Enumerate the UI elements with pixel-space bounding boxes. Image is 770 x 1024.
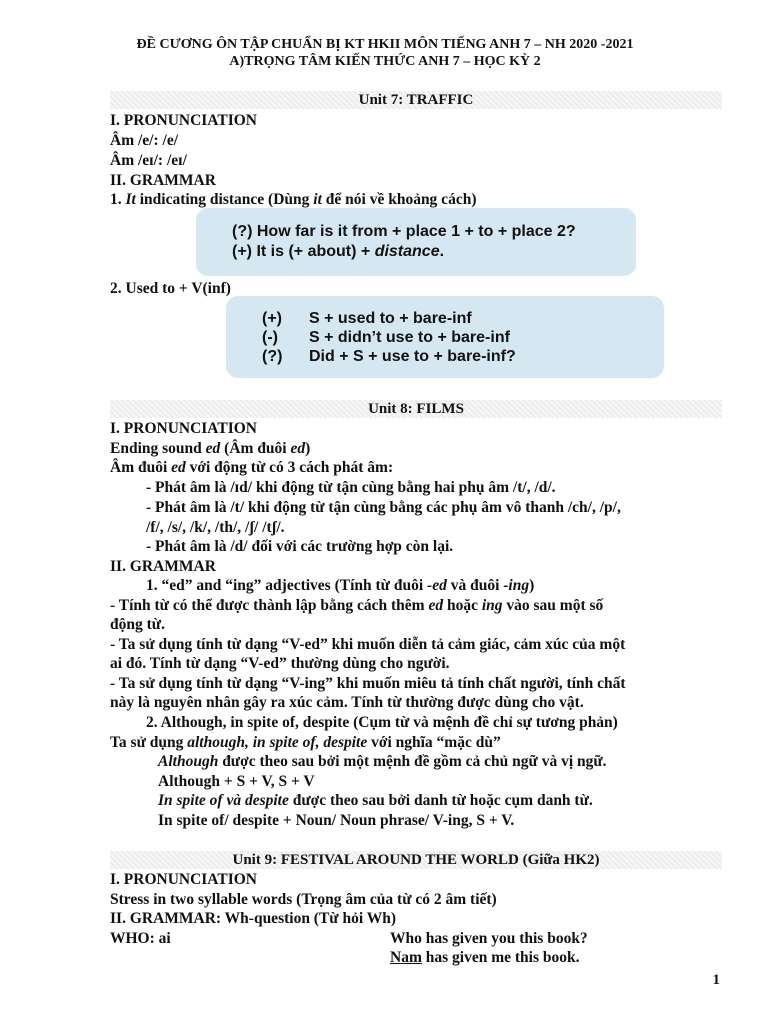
used-to-formula-box: [226, 296, 664, 378]
u8-grammar-item-1: 1. “ed” and “ing” adjectives (Tính từ đuôi -ed và đuôi -ing): [146, 577, 535, 594]
u7-sound-e: Âm /e/: /e/: [110, 132, 179, 149]
u8-ending-sound: Ending sound ed (Âm đuôi ed): [110, 440, 311, 457]
u8-ed-intro: Âm đuôi ed với động từ có 3 cách phát âm:: [110, 459, 394, 476]
unit-8-heading: Unit 8: FILMS: [110, 400, 722, 418]
u9-stress-line: Stress in two syllable words (Trọng âm của từ có 2 âm tiết): [110, 891, 497, 908]
u8-ving-line1: - Ta sử dụng tính từ dạng “V-ing” khi muốn miêu tả tính chất người, tính chất: [110, 675, 626, 692]
u9-pronunciation-heading: I. PRONUNCIATION: [110, 871, 257, 888]
u8-grammar-item-2: 2. Although, in spite of, despite (Cụm từ và mệnh đề chỉ sự tương phản): [146, 714, 618, 731]
u8-ving-line2: này là nguyên nhân gây ra xúc cảm. Tính từ thường được dùng cho vật.: [110, 694, 584, 711]
used-to-question-formula: Did + S + use to + bare-inf?: [309, 348, 516, 365]
used-to-positive-formula: S + used to + bare-inf: [309, 310, 472, 327]
used-to-positive-sign: (+): [262, 310, 282, 327]
u7-sound-ei: Âm /eɪ/: /eɪ/: [110, 152, 187, 169]
u8-ved-line2: ai đó. Tính từ dạng “V-ed” thường dùng cho người.: [110, 655, 450, 672]
u8-rule-d: - Phát âm là /d/ đối với các trường hợp còn lại.: [146, 538, 454, 555]
document-subtitle: A)TRỌNG TÂM KIẾN THỨC ANH 7 – HỌC KỲ 2: [229, 54, 541, 69]
u8-although-formula: Although + S + V, S + V: [158, 773, 315, 790]
used-to-question-sign: (?): [262, 348, 283, 365]
page-number: 1: [712, 972, 720, 988]
u8-pronunciation-heading: I. PRONUNCIATION: [110, 420, 257, 437]
u8-adj-formation-line1: - Tính từ có thể được thành lập bằng cách thêm ed hoặc ing vào sau một số: [110, 597, 604, 614]
u7-grammar-heading: II. GRAMMAR: [110, 172, 216, 189]
u7-grammar-item-1: 1. It indicating distance (Dùng it để nói về khoảng cách): [110, 191, 477, 208]
distance-formula-box: [196, 208, 636, 276]
u8-in-spite-of-formula: In spite of/ despite + Noun/ Noun phrase/ V-ing, S + V.: [158, 812, 515, 829]
u9-who-question: Who has given you this book?: [390, 930, 588, 947]
document-title: ĐỀ CƯƠNG ÔN TẬP CHUẨN BỊ KT HKII MÔN TIẾNG ANH 7 – NH 2020 -2021: [136, 37, 634, 52]
u8-grammar-heading: II. GRAMMAR: [110, 558, 216, 575]
used-to-negative-formula: S + didn’t use to + bare-inf: [309, 329, 510, 346]
u8-in-spite-of-rule: In spite of và despite được theo sau bởi danh từ hoặc cụm danh từ.: [158, 792, 593, 809]
distance-answer-formula: (+) It is (+ about) + distance.: [232, 243, 445, 260]
distance-question-formula: (?) How far is it from + place 1 + to + place 2?: [232, 223, 576, 240]
used-to-negative-sign: (-): [262, 329, 278, 346]
u7-grammar-item-2: 2. Used to + V(inf): [110, 280, 231, 297]
u8-rule-t-line1: - Phát âm là /t/ khi động từ tận cùng bằng các phụ âm vô thanh /ch/, /p/,: [146, 499, 621, 516]
u8-although-intro: Ta sử dụng although, in spite of, despite với nghĩa “mặc dù”: [110, 734, 501, 751]
unit-7-heading: Unit 7: TRAFFIC: [110, 91, 722, 109]
u9-who-answer: Nam has given me this book.: [390, 949, 580, 966]
u8-rule-t-line2: /f/, /s/, /k/, /th/, /ʃ/ /tʃ/.: [146, 519, 285, 536]
u9-grammar-heading: II. GRAMMAR: Wh-question (Từ hỏi Wh): [110, 910, 397, 927]
unit-9-heading: Unit 9: FESTIVAL AROUND THE WORLD (Giữa HK2): [110, 851, 722, 869]
u8-although-rule: Although được theo sau bởi một mệnh đề gồm cả chủ ngữ và vị ngữ.: [158, 753, 607, 770]
u8-adj-formation-line2: động từ.: [110, 616, 165, 633]
u7-pronunciation-heading: I. PRONUNCIATION: [110, 112, 257, 129]
u8-rule-id: - Phát âm là /ɪd/ khi động từ tận cùng bằng hai phụ âm /t/, /d/.: [146, 479, 556, 496]
u9-who-label: WHO: ai: [110, 930, 171, 947]
u8-ved-line1: - Ta sử dụng tính từ dạng “V-ed” khi muốn diễn tả cảm giác, cảm xúc của một: [110, 636, 626, 653]
